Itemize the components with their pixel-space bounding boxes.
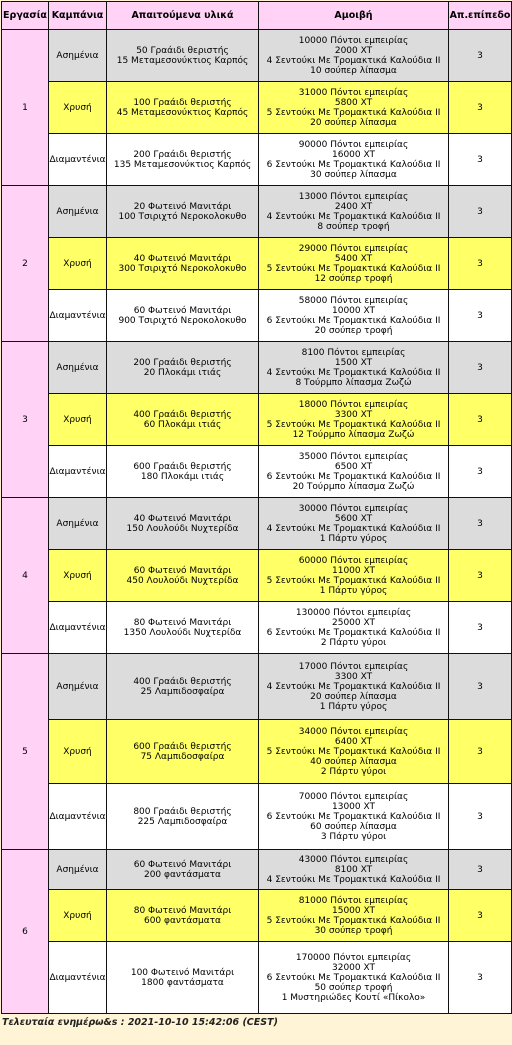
campaign-name: Διαμαντένια bbox=[49, 602, 107, 654]
table-row bbox=[2, 186, 512, 238]
level-cell: 3 bbox=[449, 446, 512, 498]
materials-cell: 100 Γραάιδι θεριστής 45 Μεταμεσονύκτιος Καρπός bbox=[107, 82, 259, 134]
reward-cell: 43000 Πόντοι εμπειρίας 8100 XT 4 Σεντούκι Με Τρομακτικά Καλούδια II bbox=[259, 850, 449, 890]
task-id: 4 bbox=[2, 498, 49, 654]
level-cell: 3 bbox=[449, 720, 512, 784]
materials-cell: 400 Γραάιδι θεριστής 25 Λαμπιδοσφαίρα bbox=[107, 654, 259, 720]
table-row bbox=[2, 82, 512, 134]
header-campaign: Καμπάνια bbox=[49, 2, 107, 30]
reward-cell: 13000 Πόντοι εμπειρίας 2400 XT 4 Σεντούκι Με Τρομακτικά Καλούδια II 8 σούπερ τροφή bbox=[259, 186, 449, 238]
table-row bbox=[2, 784, 512, 850]
table-row bbox=[2, 498, 512, 550]
header-row bbox=[2, 2, 512, 30]
materials-cell: 40 Φωτεινό Μανιτάρι 150 Λουλούδι Νυχτερίδα bbox=[107, 498, 259, 550]
materials-cell: 800 Γραάιδι θεριστής 225 Λαμπιδοσφαίρα bbox=[107, 784, 259, 850]
task-id: 1 bbox=[2, 30, 49, 186]
materials-cell: 50 Γραάιδι θεριστής 15 Μεταμεσονύκτιος Καρπός bbox=[107, 30, 259, 82]
reward-cell: 90000 Πόντοι εμπειρίας 16000 XT 6 Σεντούκι Με Τρομακτικά Καλούδια II 30 σούπερ λίπασμα bbox=[259, 134, 449, 186]
campaign-name: Διαμαντένια bbox=[49, 290, 107, 342]
level-cell: 3 bbox=[449, 654, 512, 720]
header-task: Εργασία bbox=[2, 2, 49, 30]
tasks-table bbox=[1, 1, 512, 1014]
level-cell: 3 bbox=[449, 342, 512, 394]
materials-cell: 100 Φωτεινό Μανιτάρι 1800 φαντάσματα bbox=[107, 942, 259, 1014]
table-row bbox=[2, 942, 512, 1014]
level-cell: 3 bbox=[449, 550, 512, 602]
level-cell: 3 bbox=[449, 942, 512, 1014]
campaign-name: Διαμαντένια bbox=[49, 784, 107, 850]
reward-cell: 10000 Πόντοι εμπειρίας 2000 XT 4 Σεντούκι Με Τρομακτικά Καλούδια II 10 σούπερ λίπασμα bbox=[259, 30, 449, 82]
materials-cell: 60 Φωτεινό Μανιτάρι 450 Λουλούδι Νυχτερίδα bbox=[107, 550, 259, 602]
materials-cell: 600 Γραάιδι θεριστής 180 Πλοκάμι ιτιάς bbox=[107, 446, 259, 498]
level-cell: 3 bbox=[449, 890, 512, 942]
materials-cell: 60 Φωτεινό Μανιτάρι 200 φαντάσματα bbox=[107, 850, 259, 890]
last-updated: Τελευταία ενημέρω&s : 2021-10-10 15:42:06 (CEST) bbox=[2, 1017, 278, 1028]
header-reward: Αμοιβή bbox=[259, 2, 449, 30]
campaign-name: Ασημένια bbox=[49, 498, 107, 550]
campaign-name: Χρυσή bbox=[49, 238, 107, 290]
reward-cell: 130000 Πόντοι εμπειρίας 25000 XT 6 Σεντούκι Με Τρομακτικά Καλούδια II 2 Πάρτυ γύροι bbox=[259, 602, 449, 654]
header-materials: Απαιτούμενα υλικά bbox=[107, 2, 259, 30]
table-row bbox=[2, 720, 512, 784]
campaign-name: Διαμαντένια bbox=[49, 942, 107, 1014]
level-cell: 3 bbox=[449, 134, 512, 186]
level-cell: 3 bbox=[449, 30, 512, 82]
level-cell: 3 bbox=[449, 394, 512, 446]
materials-cell: 60 Φωτεινό Μανιτάρι 900 Τσιριχτό Νεροκολοκυθο bbox=[107, 290, 259, 342]
table-row bbox=[2, 30, 512, 82]
campaign-name: Διαμαντένια bbox=[49, 446, 107, 498]
campaign-name: Ασημένια bbox=[49, 30, 107, 82]
reward-cell: 170000 Πόντοι εμπειρίας 32000 XT 6 Σεντούκι Με Τρομακτικά Καλούδια II 50 σούπερ τροφή 1 Μυστηριώδες Κουτί «Πίκολο» bbox=[259, 942, 449, 1014]
task-id: 6 bbox=[2, 850, 49, 1014]
reward-cell: 60000 Πόντοι εμπειρίας 11000 XT 5 Σεντούκι Με Τρομακτικά Καλούδια II 1 Πάρτυ γύρος bbox=[259, 550, 449, 602]
table-row bbox=[2, 890, 512, 942]
campaign-name: Ασημένια bbox=[49, 850, 107, 890]
campaign-name: Χρυσή bbox=[49, 550, 107, 602]
reward-cell: 17000 Πόντοι εμπειρίας 3300 XT 4 Σεντούκι Με Τρομακτικά Καλούδια II 20 σούπερ λίπασμα 1 Πάρτυ γύρος bbox=[259, 654, 449, 720]
materials-cell: 200 Γραάιδι θεριστής 135 Μεταμεσονύκτιος Καρπός bbox=[107, 134, 259, 186]
campaign-name: Χρυσή bbox=[49, 82, 107, 134]
reward-cell: 81000 Πόντοι εμπειρίας 15000 XT 5 Σεντούκι Με Τρομακτικά Καλούδια II 30 σούπερ τροφή bbox=[259, 890, 449, 942]
reward-cell: 31000 Πόντοι εμπειρίας 5800 XT 5 Σεντούκι Με Τρομακτικά Καλούδια II 20 σούπερ λίπασμα bbox=[259, 82, 449, 134]
level-cell: 3 bbox=[449, 238, 512, 290]
task-id: 5 bbox=[2, 654, 49, 850]
materials-cell: 40 Φωτεινό Μανιτάρι 300 Τσιριχτό Νεροκολοκυθο bbox=[107, 238, 259, 290]
level-cell: 3 bbox=[449, 82, 512, 134]
campaign-name: Χρυσή bbox=[49, 394, 107, 446]
header-level: Απ.επίπεδο bbox=[449, 2, 512, 30]
table-row bbox=[2, 342, 512, 394]
reward-cell: 35000 Πόντοι εμπειρίας 6500 XT 6 Σεντούκι Με Τρομακτικά Καλούδια II 20 Τούρμπο λίπασμα Ζωζώ bbox=[259, 446, 449, 498]
materials-cell: 80 Φωτεινό Μανιτάρι 600 φαντάσματα bbox=[107, 890, 259, 942]
table-row bbox=[2, 850, 512, 890]
table-row bbox=[2, 238, 512, 290]
level-cell: 3 bbox=[449, 290, 512, 342]
materials-cell: 400 Γραάιδι θεριστής 60 Πλοκάμι ιτιάς bbox=[107, 394, 259, 446]
reward-cell: 29000 Πόντοι εμπειρίας 5400 XT 5 Σεντούκι Με Τρομακτικά Καλούδια II 12 σούπερ τροφή bbox=[259, 238, 449, 290]
task-id: 3 bbox=[2, 342, 49, 498]
table-row bbox=[2, 394, 512, 446]
campaign-name: Διαμαντένια bbox=[49, 134, 107, 186]
table-row bbox=[2, 446, 512, 498]
reward-cell: 58000 Πόντοι εμπειρίας 10000 XT 6 Σεντούκι Με Τρομακτικά Καλούδια II 20 σούπερ τροφή bbox=[259, 290, 449, 342]
level-cell: 3 bbox=[449, 784, 512, 850]
table-row bbox=[2, 290, 512, 342]
materials-cell: 200 Γραάιδι θεριστής 20 Πλοκάμι ιτιάς bbox=[107, 342, 259, 394]
table-row bbox=[2, 654, 512, 720]
campaign-name: Ασημένια bbox=[49, 186, 107, 238]
campaign-name: Ασημένια bbox=[49, 342, 107, 394]
campaign-name: Χρυσή bbox=[49, 720, 107, 784]
table-row bbox=[2, 134, 512, 186]
task-id: 2 bbox=[2, 186, 49, 342]
table-row bbox=[2, 602, 512, 654]
level-cell: 3 bbox=[449, 602, 512, 654]
campaign-name: Χρυσή bbox=[49, 890, 107, 942]
table-row bbox=[2, 550, 512, 602]
materials-cell: 20 Φωτεινό Μανιτάρι 100 Τσιριχτό Νεροκολοκυθο bbox=[107, 186, 259, 238]
materials-cell: 80 Φωτεινό Μανιτάρι 1350 Λουλούδι Νυχτερίδα bbox=[107, 602, 259, 654]
reward-cell: 70000 Πόντοι εμπειρίας 13000 XT 6 Σεντούκι Με Τρομακτικά Καλούδια II 60 σούπερ λίπασμα 3 Πάρτυ γύροι bbox=[259, 784, 449, 850]
campaign-name: Ασημένια bbox=[49, 654, 107, 720]
reward-cell: 18000 Πόντοι εμπειρίας 3300 XT 5 Σεντούκι Με Τρομακτικά Καλούδια II 12 Τούρμπο λίπασμα Ζωζώ bbox=[259, 394, 449, 446]
reward-cell: 34000 Πόντοι εμπειρίας 6400 XT 5 Σεντούκι Με Τρομακτικά Καλούδια II 40 σούπερ λίπασμα 2 Πάρτυ γύροι bbox=[259, 720, 449, 784]
level-cell: 3 bbox=[449, 498, 512, 550]
level-cell: 3 bbox=[449, 850, 512, 890]
reward-cell: 30000 Πόντοι εμπειρίας 5600 XT 4 Σεντούκι Με Τρομακτικά Καλούδια II 1 Πάρτυ γύρος bbox=[259, 498, 449, 550]
level-cell: 3 bbox=[449, 186, 512, 238]
materials-cell: 600 Γραάιδι θεριστής 75 Λαμπιδοσφαίρα bbox=[107, 720, 259, 784]
reward-cell: 8100 Πόντοι εμπειρίας 1500 XT 4 Σεντούκι Με Τρομακτικά Καλούδια II 8 Τούρμπο λίπασμα Ζωζώ bbox=[259, 342, 449, 394]
